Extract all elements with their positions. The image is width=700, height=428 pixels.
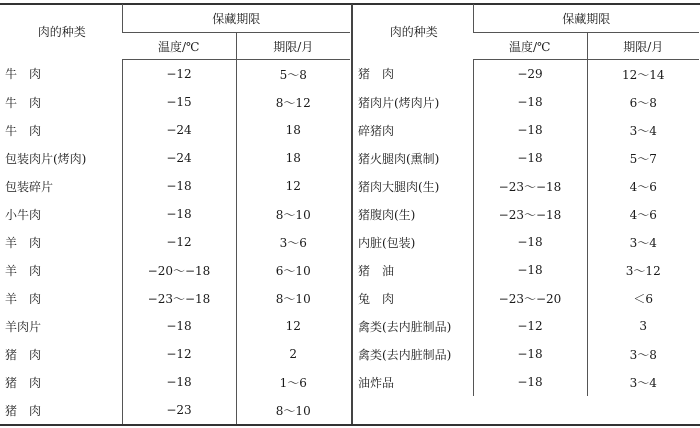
meat-name-cell: 包装肉片(烤肉) bbox=[5, 151, 87, 166]
meat-name-cell: 猪火腿肉(熏制) bbox=[358, 151, 440, 166]
table-row bbox=[2, 396, 350, 424]
period-cell: 3～4 bbox=[587, 368, 699, 396]
period-cell: 3 bbox=[587, 312, 699, 340]
temperature-cell: −18 bbox=[473, 116, 587, 144]
temperature-cell: −23～−18 bbox=[473, 200, 587, 228]
period-cell: 12 bbox=[236, 312, 350, 340]
temperature-cell: −18 bbox=[122, 172, 236, 200]
table-row bbox=[2, 200, 350, 228]
header-period: 期限/月 bbox=[587, 33, 699, 60]
table-row bbox=[355, 60, 699, 89]
header-period: 期限/月 bbox=[236, 33, 350, 60]
table-row bbox=[355, 200, 699, 228]
period-cell: 3～4 bbox=[587, 228, 699, 256]
table-row bbox=[355, 312, 699, 340]
meat-name-cell: 猪肉大腿肉(生) bbox=[358, 179, 440, 194]
meat-name-cell: 牛 肉 bbox=[5, 123, 42, 138]
period-cell: 2 bbox=[236, 340, 350, 368]
table-row bbox=[355, 116, 699, 144]
temperature-cell: −23 bbox=[122, 396, 236, 424]
temperature-cell: −18 bbox=[122, 368, 236, 396]
meat-name-cell: 羊 肉 bbox=[5, 263, 42, 278]
table-row bbox=[2, 60, 350, 89]
meat-name-cell: 猪 肉 bbox=[5, 375, 42, 390]
period-cell: 8～10 bbox=[236, 284, 350, 312]
temperature-cell: −12 bbox=[122, 340, 236, 368]
meat-name-cell: 内脏(包装) bbox=[358, 235, 416, 250]
table-row bbox=[2, 368, 350, 396]
table-row bbox=[2, 340, 350, 368]
temperature-cell: −18 bbox=[473, 144, 587, 172]
temperature-cell: −23～−20 bbox=[473, 284, 587, 312]
table-row bbox=[2, 312, 350, 340]
meat-name-cell: 兔 肉 bbox=[358, 291, 395, 306]
period-cell: 18 bbox=[236, 144, 350, 172]
temperature-cell: −23～−18 bbox=[473, 172, 587, 200]
temperature-cell: −24 bbox=[122, 116, 236, 144]
meat-name-cell: 羊肉片 bbox=[5, 319, 42, 334]
header-storage-period: 保藏期限 bbox=[473, 4, 699, 33]
meat-name-cell: 禽类(去内脏制品) bbox=[358, 319, 452, 334]
header-temperature: 温度/℃ bbox=[473, 33, 587, 60]
meat-name-cell: 包装碎片 bbox=[5, 179, 54, 194]
period-cell: 8～10 bbox=[236, 200, 350, 228]
table-row bbox=[355, 284, 699, 312]
meat-name-cell: 牛 肉 bbox=[5, 67, 42, 82]
period-cell: 12～14 bbox=[587, 60, 699, 89]
period-cell: 3～4 bbox=[587, 116, 699, 144]
period-cell: 6～8 bbox=[587, 88, 699, 116]
meat-name-cell: 猪腹肉(生) bbox=[358, 207, 416, 222]
period-cell: 3～12 bbox=[587, 256, 699, 284]
temperature-cell: −18 bbox=[473, 368, 587, 396]
period-cell: 12 bbox=[236, 172, 350, 200]
table-row bbox=[2, 116, 350, 144]
temperature-cell: −24 bbox=[122, 144, 236, 172]
temperature-cell: −15 bbox=[122, 88, 236, 116]
temperature-cell: −18 bbox=[473, 256, 587, 284]
temperature-cell: −18 bbox=[473, 228, 587, 256]
table-row bbox=[355, 144, 699, 172]
table-row bbox=[2, 284, 350, 312]
right-table bbox=[355, 4, 699, 396]
table-row bbox=[355, 368, 699, 396]
header-meat-type: 肉的种类 bbox=[389, 25, 438, 40]
center-divider bbox=[351, 4, 353, 424]
period-cell: ＜6 bbox=[587, 284, 699, 312]
table-row bbox=[2, 144, 350, 172]
meat-name-cell: 牛 肉 bbox=[5, 95, 42, 110]
table-row bbox=[355, 228, 699, 256]
meat-name-cell: 猪 肉 bbox=[358, 67, 395, 82]
header-temperature: 温度/℃ bbox=[122, 33, 236, 60]
period-cell: 8～12 bbox=[236, 88, 350, 116]
period-cell: 3～6 bbox=[236, 228, 350, 256]
bottom-rule bbox=[0, 424, 700, 426]
period-cell: 8～10 bbox=[236, 396, 350, 424]
meat-name-cell: 羊 肉 bbox=[5, 235, 42, 250]
temperature-cell: −29 bbox=[473, 60, 587, 89]
meat-name-cell: 碎猪肉 bbox=[358, 123, 395, 138]
meat-name-cell: 油炸品 bbox=[358, 375, 395, 390]
temperature-cell: −12 bbox=[122, 228, 236, 256]
period-cell: 4～6 bbox=[587, 172, 699, 200]
right-table-body bbox=[355, 60, 699, 397]
meat-name-cell: 猪 油 bbox=[358, 263, 395, 278]
period-cell: 6～10 bbox=[236, 256, 350, 284]
left-table-body bbox=[2, 60, 350, 425]
meat-name-cell: 猪肉片(烤肉片) bbox=[358, 95, 440, 110]
header-meat-type: 肉的种类 bbox=[37, 25, 86, 40]
temperature-cell: −18 bbox=[473, 340, 587, 368]
meat-name-cell: 禽类(去内脏制品) bbox=[358, 347, 452, 362]
table-row bbox=[2, 228, 350, 256]
period-cell: 1～6 bbox=[236, 368, 350, 396]
table-row bbox=[355, 340, 699, 368]
table-row bbox=[2, 172, 350, 200]
period-cell: 5～8 bbox=[236, 60, 350, 89]
period-cell: 4～6 bbox=[587, 200, 699, 228]
table-row bbox=[2, 256, 350, 284]
meat-name-cell: 猪 肉 bbox=[5, 403, 42, 418]
table-row bbox=[355, 172, 699, 200]
temperature-cell: −23～−18 bbox=[122, 284, 236, 312]
meat-name-cell: 小牛肉 bbox=[5, 207, 42, 222]
table-row bbox=[355, 88, 699, 116]
meat-name-cell: 羊 肉 bbox=[5, 291, 42, 306]
temperature-cell: −20～−18 bbox=[122, 256, 236, 284]
meat-name-cell: 猪 肉 bbox=[5, 347, 42, 362]
temperature-cell: −18 bbox=[122, 312, 236, 340]
period-cell: 3～8 bbox=[587, 340, 699, 368]
table-row bbox=[2, 88, 350, 116]
temperature-cell: −18 bbox=[473, 88, 587, 116]
table-row bbox=[355, 256, 699, 284]
period-cell: 5～7 bbox=[587, 144, 699, 172]
temperature-cell: −12 bbox=[122, 60, 236, 89]
period-cell: 18 bbox=[236, 116, 350, 144]
temperature-cell: −18 bbox=[122, 200, 236, 228]
header-storage-period: 保藏期限 bbox=[122, 4, 350, 33]
temperature-cell: −12 bbox=[473, 312, 587, 340]
left-table bbox=[2, 4, 350, 424]
